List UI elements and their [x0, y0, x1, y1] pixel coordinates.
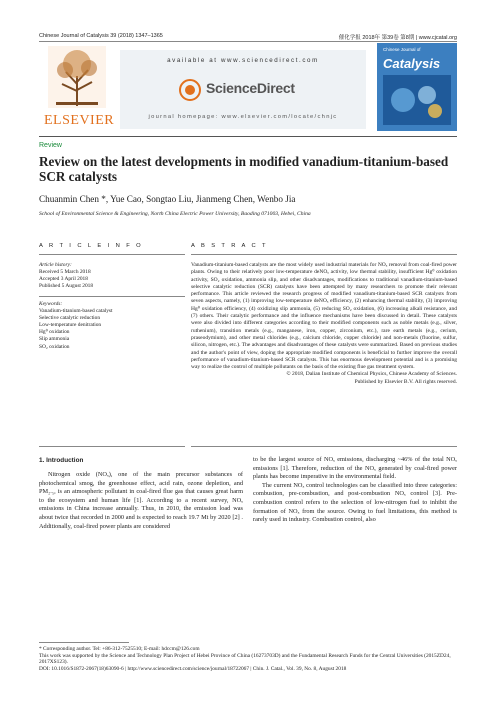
header-rule — [39, 41, 457, 42]
body-column-left — [39, 471, 243, 531]
running-header-left: Chinese Journal of Catalysis 39 (2018) 1347–1365 — [39, 33, 163, 39]
elsevier-logo — [39, 43, 115, 131]
keywords-label: Keywords: — [39, 300, 63, 307]
keyword-item: Vanadium-titanium-based catalyst — [39, 308, 113, 315]
footnotes — [39, 646, 459, 672]
abstract-rule-top — [191, 254, 457, 255]
history-label: Article history: — [39, 262, 72, 268]
body-column-right — [253, 456, 457, 525]
journal-banner — [39, 43, 457, 133]
sciencedirect-box — [120, 50, 366, 129]
keyword-item: Slip ammonia — [39, 336, 70, 343]
doi-line[interactable]: DOI: 10.1016/S1872-2067(18)63090-6 | http://www.sciencedirect.com/science/journal/18722067 | Chin. J. Catal., Vol. 39, No. 8, August 2018 — [39, 665, 347, 672]
journal-cover[interactable] — [377, 43, 457, 131]
keyword-item: Selective catalytic reduction — [39, 315, 101, 322]
abstract-heading: A B S T R A C T — [191, 243, 268, 249]
intro-paragraph: Nitrogen oxide (NOₓ), one of the main precursor substances of photochemical smog, the greenhouse effect, acid rain, ozone depletion, and PM₂.₅, is an atmospheric pollutant in coal-fired flue gas that causes great harm to the ecosystem and human life [1]. According to a recent survey, NOₓ emissions in China increase annually. Thus, in 2010, the emission load was about twice that recorded in 2000 and is expected to reach 19.7 Mt by 2020 [2] . Additionally, coal-fired power plants are considered — [39, 471, 243, 530]
footnote-rule — [39, 642, 129, 643]
cover-art-icon — [383, 75, 451, 125]
copyright-line: © 2018, Dalian Institute of Chemical Physics, Chinese Academy of Sciences. — [286, 371, 457, 378]
publisher-line: Published by Elsevier B.V. All rights reserved. — [354, 378, 457, 385]
elsevier-tree-icon — [48, 46, 106, 108]
received-date: Received 5 March 2018 — [39, 269, 91, 276]
author-list: Chuanmin Chen *, Yue Cao, Songtao Liu, Jianmeng Chen, Wenbo Jia — [39, 194, 296, 204]
elsevier-wordmark: ELSEVIER — [44, 113, 115, 128]
sciencedirect-icon — [178, 78, 202, 102]
abstract-rule-bottom — [191, 446, 457, 447]
accepted-date: Accepted 3 April 2018 — [39, 276, 88, 283]
journal-homepage-link[interactable]: journal homepage: www.elsevier.com/locate/chnjc — [148, 114, 338, 120]
info-rule-bottom — [39, 446, 185, 447]
keyword-item: SO₂ oxidation — [39, 343, 70, 350]
keyword-item: Hg⁰ oxidation — [39, 329, 70, 336]
cover-title: Chinese Journal of — [383, 47, 421, 52]
corresponding-author-note: * Corresponding author. Tel: +86-312-7525510; E-mail: hdccm@126.com — [39, 646, 200, 652]
sciencedirect-logo — [178, 78, 313, 102]
running-header-right: 催化学报 2018年 第39卷 第8期 | www.cjcatal.org — [338, 35, 457, 41]
intro-paragraph: to be the largest source of NOₓ emissions, discharging ~46% of the total NOₓ emissions [1]. Therefore, reduction of the NOₓ generated by coal-fired power plants has become imperative in the environmental field. — [253, 456, 457, 481]
intro-paragraph: The current NOₓ control technologies can be classified into three categories: combustion, pre-combustion, and post-combustion NOₓ control [3]. Pre-combustion control refers to the selection of low-nitrogen fuel to inhibit the formation of NOₓ from the source. Owing to fuel limitations, this method is rarely used in industry. Combustion control, also — [253, 481, 457, 524]
funding-note: This work was supported by the Science and Technology Plan Project of Hebei Province of China (16273703D) and the Fundamental Research Funds for the Central Universities (2015ZD24, 2017XS123). — [39, 652, 451, 666]
abstract-body — [191, 262, 457, 386]
info-rule-top — [39, 254, 185, 255]
cover-name: Catalysis — [383, 56, 441, 71]
keyword-item: Low-temperature denitration — [39, 322, 102, 329]
article-type: Review — [39, 142, 62, 149]
cover-image — [383, 75, 451, 125]
info-separator — [39, 296, 185, 297]
affiliation: School of Environmental Science & Engineering, North China Electric Power University, Baoding 071003, Hebei, China — [39, 211, 311, 217]
article-info — [39, 262, 185, 351]
abstract-text: Vanadium-titanium-based catalysts are the most widely used industrial materials for NOₓ removal from coal-fired power plants. Owing to their relatively poor low-temperature deNOₓ activity, low thermal stability, insufficient Hg⁰ oxidation activity, SO₂ oxidation, ammonia slip, and other disadvantages, modifications to traditional vanadium-titanium-based selective catalytic reduction (SCR) catalysts have been attempted by many researchers to promote their relevant performance. This article reviewed the research progress of modified vanadium-titanium-based SCR catalysts from seven aspects, namely, (1) improving low-temperature deNOₓ efficiency, (2) enhancing thermal stability, (3) improving Hg⁰ oxidation efficiency, (4) oxidizing slip ammonia, (5) reducing SO₂ oxidation, (6) increasing alkali resistance, and (7) others. Their catalytic performance and the influence mechanisms have been discussed in detail. These catalysts were also divided into different categories according to their modified components such as noble metals (e.g., silver, ruthenium), transition metals (e.g., manganese, iron, copper, zirconium, etc.), rare earth metals (e.g., cerium, praseodymium), and other metal chlorides (e.g., calcium chloride, copper chloride) and non-metals (fluorine, sulfur, silicon, nitrogen, etc.). The advantages and disadvantages of these catalysts were summarized. Based on previous studies and the author's point of view, doping the appropriate modified components is beneficial to further improve the overall performance of vanadium-titanium-based SCR catalysts. This has enormous development potential and is a promising way to realize the control of multiple pollutants on the basis of the existing flue gas treatment system. — [191, 262, 457, 371]
article-title: Review on the latest developments in modified vanadium-titanium-based SCR catalysts — [39, 154, 449, 184]
banner-rule — [39, 136, 457, 137]
available-at-link[interactable]: available at www.sciencedirect.com — [167, 57, 319, 64]
introduction-heading: 1. Introduction — [39, 457, 84, 464]
published-date: Published 5 August 2018 — [39, 283, 94, 290]
sciencedirect-wordmark: ScienceDirect — [206, 80, 295, 96]
article-info-heading: A R T I C L E I N F O — [39, 243, 144, 249]
